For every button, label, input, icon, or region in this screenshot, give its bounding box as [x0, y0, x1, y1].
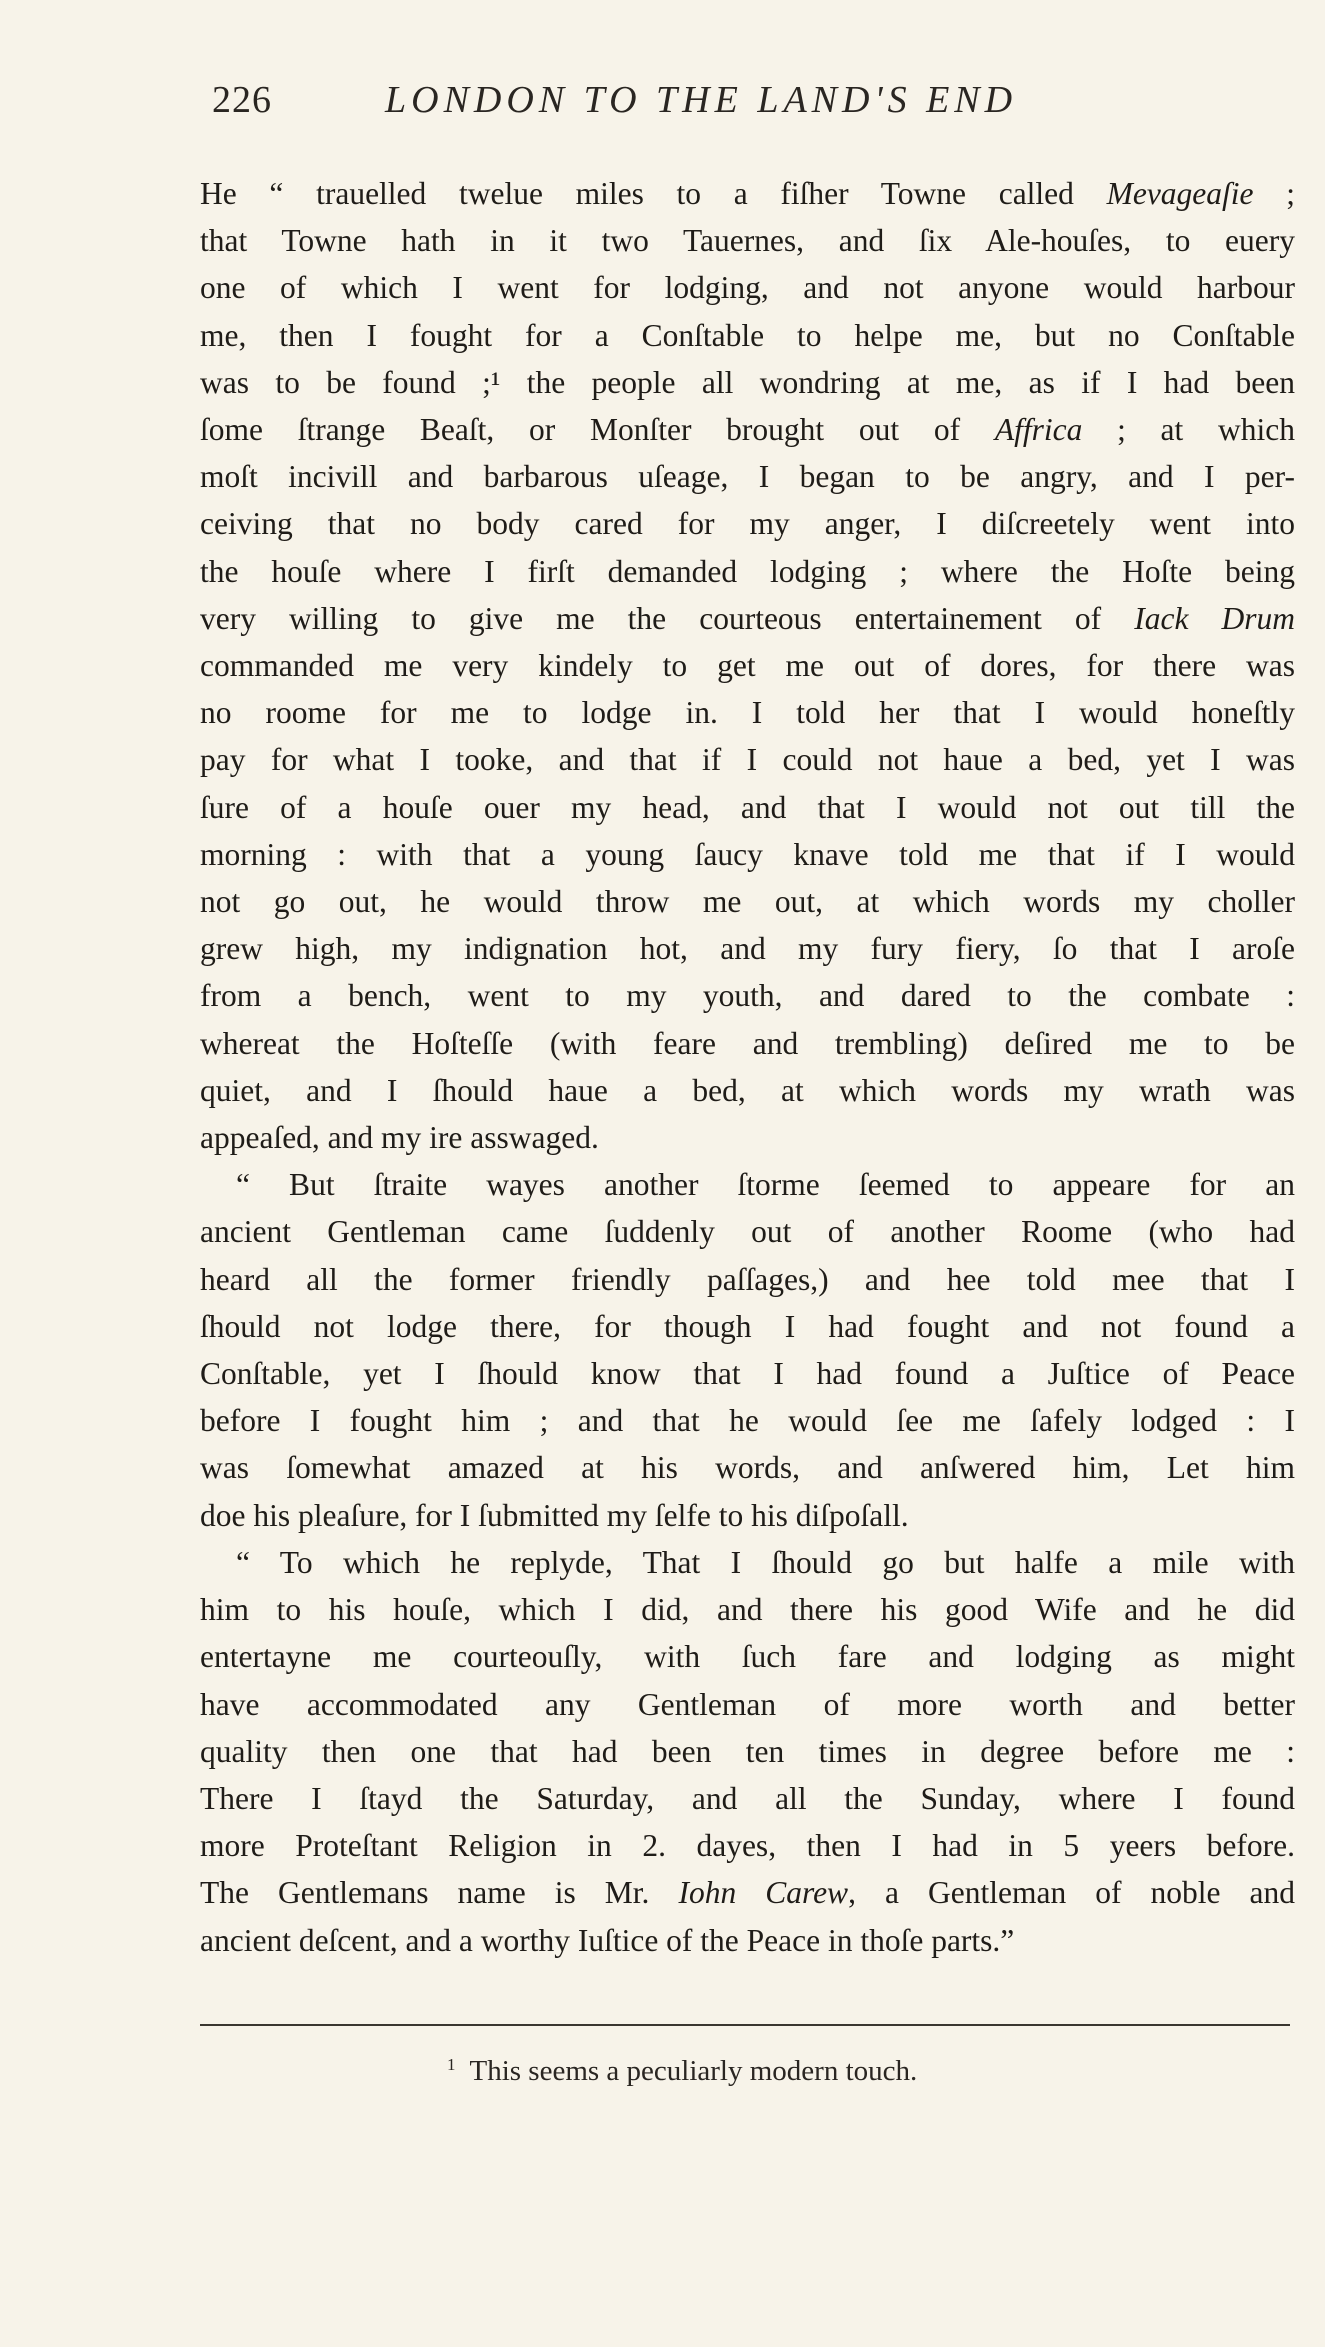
- body-line: “ But ſtraite wayes another ſtorme ſeemed to appeare for an: [236, 1167, 1295, 1203]
- body-line: not go out, he would throw me out, at which words my choller: [200, 884, 1295, 920]
- body-line: whereat the Hoſteſſe (with feare and trembling) deſired me to be: [200, 1025, 1295, 1061]
- footnote-text: This seems a peculiarly modern touch.: [469, 2055, 918, 2087]
- body-line: one of which I went for lodging, and not anyone would harbour: [200, 270, 1295, 306]
- body-line: morning : with that a young ſaucy knave told me that if I would: [200, 836, 1295, 872]
- body-line: He “ trauelled twelue miles to a fiſher Towne called Mevageaſie ;: [200, 176, 1295, 211]
- body-line: There I ſtayd the Saturday, and all the Sunday, where I found: [200, 1780, 1295, 1816]
- footnote-rule: [200, 2024, 1290, 2026]
- body-line: pay for what I tooke, and that if I could not haue a bed, yet I was: [200, 742, 1295, 778]
- body-line: “ To which he replyde, That I ſhould go but halfe a mile with: [236, 1544, 1295, 1580]
- body-line: appeaſed, and my ire asswaged.: [200, 1120, 599, 1156]
- footnote-marker: 1: [447, 2055, 456, 2074]
- body-line: from a bench, went to my youth, and dared to the combate :: [200, 978, 1295, 1014]
- body-line: ſure of a houſe ouer my head, and that I would not out till the: [200, 789, 1295, 825]
- body-line: was ſomewhat amazed at his words, and anſwered him, Let him: [200, 1450, 1295, 1486]
- body-line: heard all the former friendly paſſages,) and hee told mee that I: [200, 1261, 1295, 1297]
- body-line: ſome ſtrange Beaſt, or Monſter brought out of Affrica ; at which: [200, 412, 1295, 448]
- body-line: grew high, my indignation hot, and my fury fiery, ſo that I aroſe: [200, 931, 1295, 967]
- body-line: doe his pleaſure, for I ſubmitted my ſelfe to his diſpoſall.: [200, 1497, 909, 1533]
- body-line: ſhould not lodge there, for though I had fought and not found a: [200, 1308, 1295, 1344]
- body-line: Conſtable, yet I ſhould know that I had found a Juſtice of Peace: [200, 1356, 1295, 1392]
- body-line: entertayne me courteouſly, with ſuch fare and lodging as might: [200, 1639, 1295, 1675]
- body-line: more Proteſtant Religion in 2. dayes, then I had in 5 yeers before.: [200, 1828, 1295, 1864]
- body-line: ancient deſcent, and a worthy Iuſtice of the Peace in thoſe parts.”: [200, 1922, 1015, 1958]
- body-line: quality then one that had been ten times in degree before me :: [200, 1733, 1295, 1769]
- body-line: the houſe where I firſt demanded lodging ; where the Hoſte being: [200, 553, 1295, 589]
- body-line: very willing to give me the courteous entertainement of Iack Drum: [200, 600, 1295, 636]
- body-line: no roome for me to lodge in. I told her that I would honeſtly: [200, 695, 1295, 731]
- body-line: ancient Gentleman came ſuddenly out of another Roome (who had: [200, 1214, 1295, 1250]
- body-line: commanded me very kindely to get me out of dores, for there was: [200, 648, 1295, 684]
- page-number: 226: [212, 79, 272, 121]
- body-line: The Gentlemans name is Mr. Iohn Carew, a Gentleman of noble and: [200, 1875, 1295, 1911]
- body-line: that Towne hath in it two Tauernes, and ſix Ale-houſes, to euery: [200, 223, 1295, 259]
- body-line: me, then I fought for a Conſtable to helpe me, but no Conſtable: [200, 317, 1295, 353]
- body-text: [200, 170, 1295, 1964]
- body-line: have accommodated any Gentleman of more worth and better: [200, 1686, 1295, 1722]
- body-line: ceiving that no body cared for my anger, I diſcreetely went into: [200, 506, 1295, 542]
- body-line: him to his houſe, which I did, and there his good Wife and he did: [200, 1592, 1295, 1628]
- body-line: quiet, and I ſhould haue a bed, at which words my wrath was: [200, 1072, 1295, 1108]
- body-line: was to be found ;¹ the people all wondring at me, as if I had been: [200, 364, 1295, 400]
- body-line: before I fought him ; and that he would ſee me ſafely lodged : I: [200, 1403, 1295, 1439]
- body-line: moſt incivill and barbarous uſeage, I began to be angry, and I per-: [200, 459, 1295, 495]
- footnote: [447, 2055, 917, 2088]
- running-head: LONDON TO THE LAND'S END: [385, 79, 1018, 121]
